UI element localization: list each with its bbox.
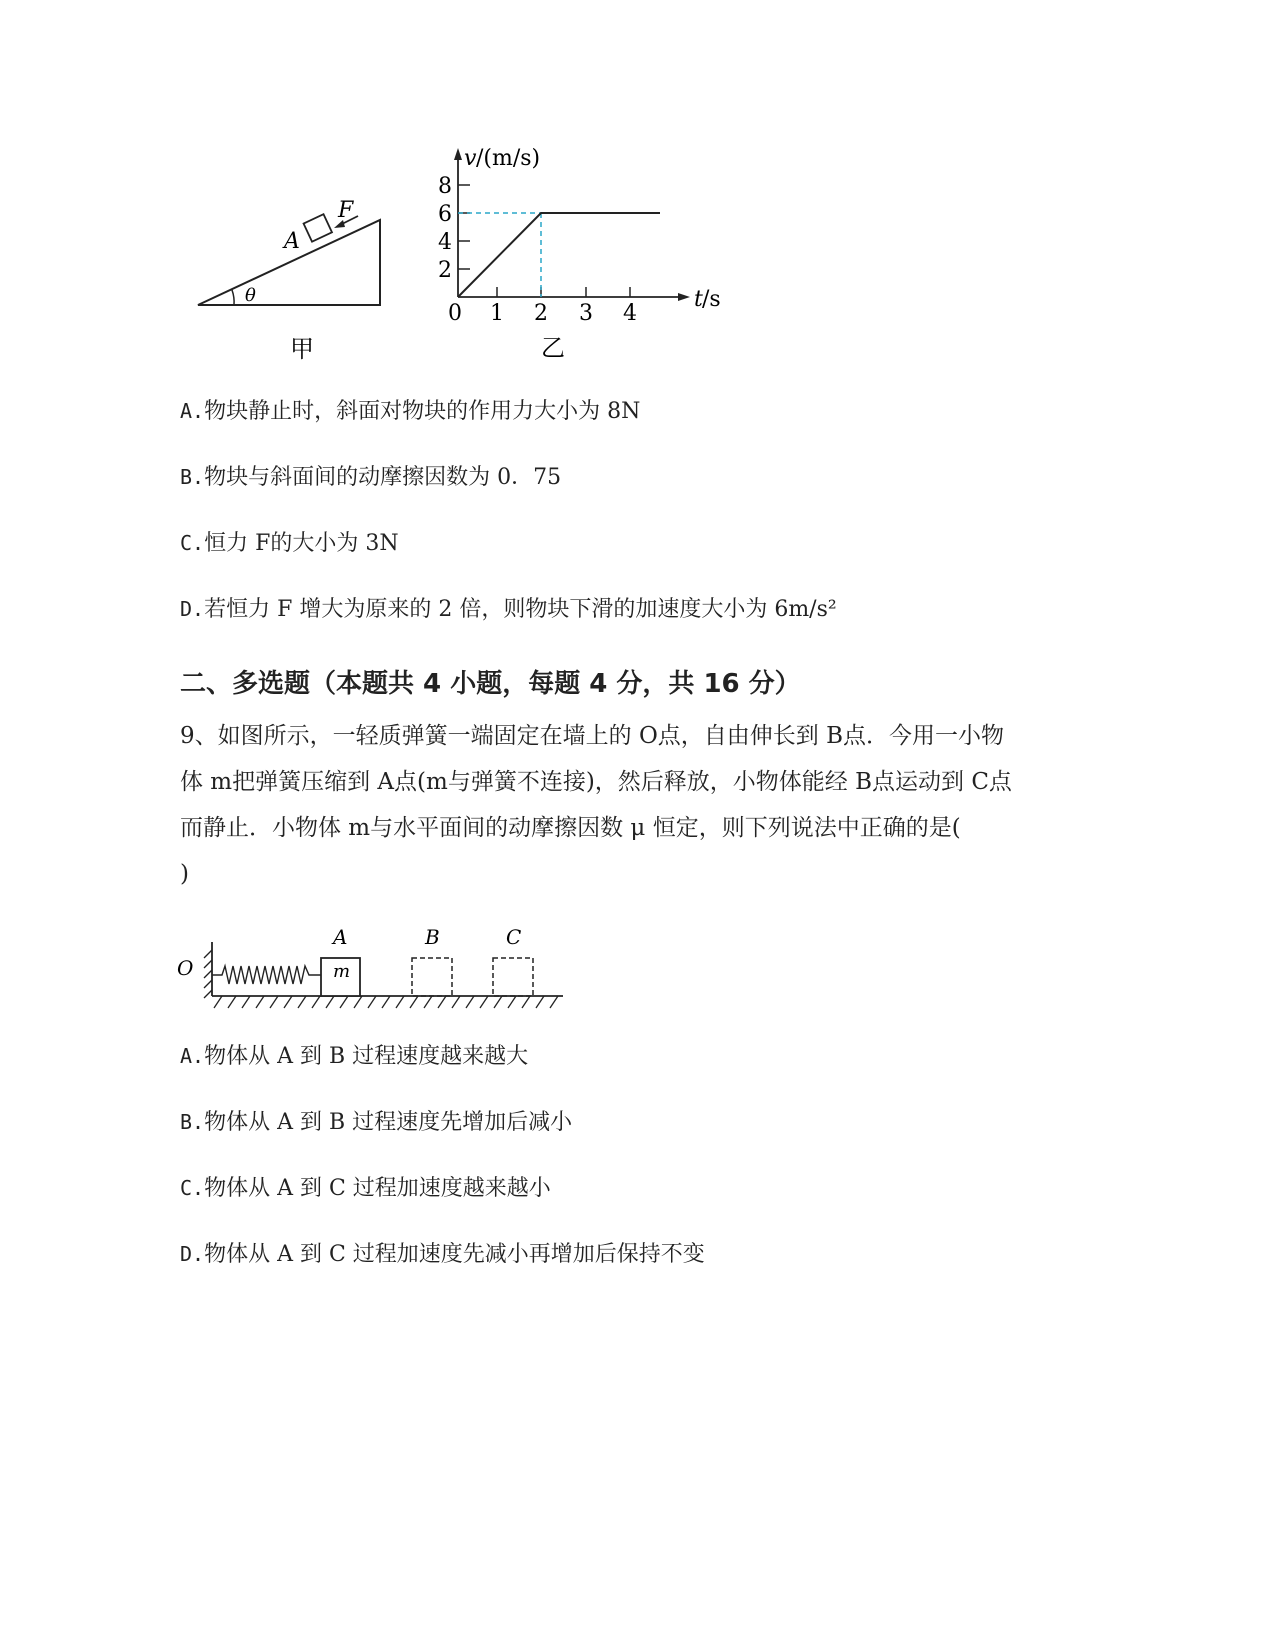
incline-figure [190, 190, 400, 365]
option-key: B. [180, 1110, 205, 1134]
label-C: C [506, 925, 522, 949]
q9-line-2: 体 m把弹簧压缩到 A点(m与弹簧不连接)，然后释放，小物体能经 B点运动到 C点 [180, 769, 1012, 795]
x-axis-label-var: t [694, 287, 703, 312]
label-A: A [284, 229, 300, 254]
label-F: F [338, 198, 354, 223]
section-title: 二、多选题（本题共 4 小题，每题 4 分，共 16 分） [180, 669, 801, 699]
vt-graph [430, 140, 730, 365]
x-axis-arrow [678, 293, 690, 301]
option-key: D. [180, 1242, 205, 1266]
q9-line-4: ) [180, 861, 189, 887]
label-O: O [177, 956, 194, 980]
y-tick-label: 6 [438, 202, 452, 227]
wall-hatching [204, 950, 212, 998]
q9-option-a[interactable] [180, 1043, 528, 1070]
option-text: 恒力 F的大小为 3N [204, 531, 399, 556]
label-m: m [333, 961, 351, 982]
q9-option-d[interactable] [180, 1241, 705, 1268]
option-text: 物块与斜面间的动摩擦因数为 0．75 [204, 465, 562, 490]
q8-option-c[interactable] [180, 530, 399, 557]
y-axis-arrow [454, 148, 462, 160]
dashed-block-B [412, 958, 452, 996]
label-B: B [425, 925, 440, 949]
spring [212, 966, 321, 984]
option-text: 物体从 A 到 C 过程加速度越来越小 [204, 1176, 551, 1201]
q9-option-c[interactable] [180, 1175, 551, 1202]
option-key: D. [180, 597, 205, 621]
option-text: 物体从 A 到 B 过程速度先增加后减小 [204, 1110, 573, 1135]
q8-option-b[interactable] [180, 464, 561, 491]
option-key: A. [180, 399, 205, 423]
q8-option-a[interactable] [180, 398, 640, 425]
option-text: 物体从 A 到 C 过程加速度先减小再增加后保持不变 [204, 1242, 705, 1267]
option-key: C. [180, 531, 205, 555]
x-tick-label: 1 [490, 301, 504, 326]
option-key: A. [180, 1044, 205, 1068]
y-axis-label-unit: /(m/s) [476, 146, 541, 171]
block-A [304, 214, 332, 241]
y-tick-label: 4 [438, 230, 452, 255]
dashed-block-C [493, 958, 533, 996]
caption-yi: 乙 [541, 334, 565, 362]
caption-jia: 甲 [290, 335, 314, 363]
q9-option-b[interactable] [180, 1109, 572, 1136]
spring-figure [170, 920, 580, 1015]
label-theta: θ [245, 285, 256, 306]
x-tick-label: 4 [623, 301, 637, 326]
y-tick-label: 2 [438, 258, 452, 283]
x-tick-label: 3 [579, 301, 593, 326]
y-axis-label-var: v [464, 146, 477, 171]
label-A: A [333, 925, 348, 949]
q8-option-d[interactable] [180, 596, 837, 623]
y-tick-label: 8 [438, 174, 452, 199]
option-key: C. [180, 1176, 205, 1200]
option-text: 物块静止时，斜面对物块的作用力大小为 8N [204, 399, 641, 424]
ground-hatching [214, 996, 558, 1008]
x-tick-label: 0 [448, 301, 462, 326]
q9-line-3: 而静止．小物体 m与水平面间的动摩擦因数 μ 恒定，则下列说法中正确的是( [180, 815, 961, 841]
option-text: 物体从 A 到 B 过程速度越来越大 [204, 1044, 529, 1069]
velocity-line [458, 213, 660, 297]
x-tick-label: 2 [534, 301, 548, 326]
option-key: B. [180, 465, 205, 489]
q9-line-1: 9、如图所示，一轻质弹簧一端固定在墙上的 O点，自由伸长到 B点．今用一小物 [180, 723, 1005, 749]
angle-arc [232, 290, 234, 305]
option-text: 若恒力 F 增大为原来的 2 倍，则物块下滑的加速度大小为 6m/s² [204, 597, 837, 622]
x-axis-label-unit: /s [702, 287, 721, 312]
